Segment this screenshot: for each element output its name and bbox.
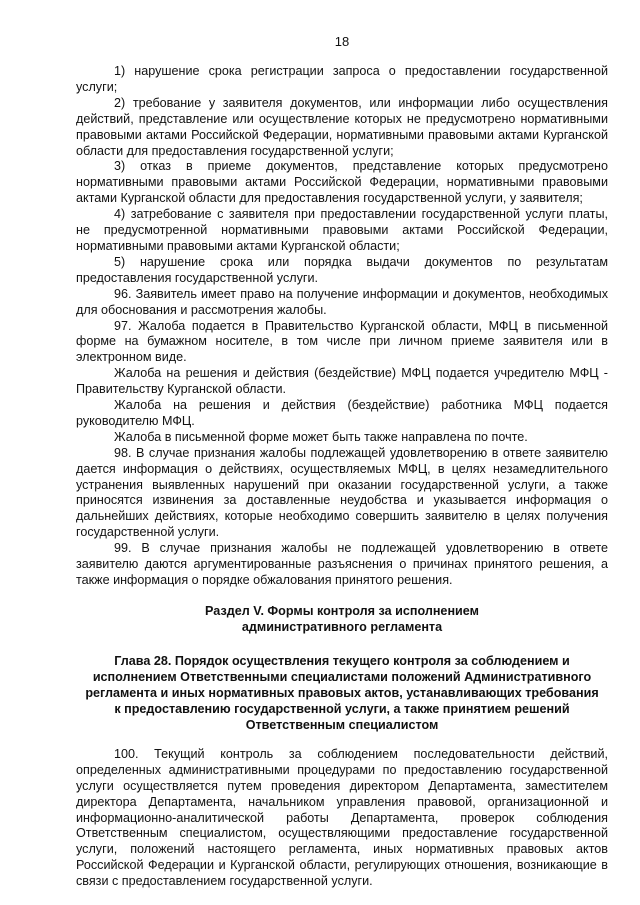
list-item-1: 1) нарушение срока регистрации запроса о предоставлении государственной услуги; — [76, 64, 608, 94]
chapter-heading-line-5: Ответственным специалистом — [245, 717, 439, 732]
chapter-heading-line-2: исполнением Ответственными специалистами положений Административного — [92, 669, 592, 684]
chapter-heading — [76, 653, 608, 733]
section-heading-line-1: Раздел V. Формы контроля за исполнением — [205, 603, 479, 618]
paragraph-97-mail: Жалоба в письменной форме может быть также направлена по почте. — [114, 429, 528, 444]
paragraph-97-mfc-founder: Жалоба на решения и действия (бездействие) МФЦ подается учредителю МФЦ - Правительству Курганской области. — [76, 366, 608, 397]
chapter-heading-line-3: регламента и иных нормативных правовых актов, устанавливающих требования — [85, 685, 599, 700]
list-item-3: 3) отказ в приеме документов, представление которых предусмотрено нормативными правовыми актами Российской Федерации, нормативными правовыми актами Курганской области для предоставления государственной услуги, у заявителя; — [76, 159, 608, 206]
paragraph-97: 97. Жалоба подается в Правительство Курганской области, МФЦ в письменной форме на бумажном носителе, в том числе при личном приеме заявителя или в электронном виде. — [76, 318, 608, 365]
list-item-2: 2) требование у заявителя документов, или информации либо осуществления действий, представление или осуществление которых не предусмотрено нормативными правовыми актами Российской Федерации, нормативными правовыми актами Курганской области для предоставления государственной услуги; — [76, 95, 608, 158]
section-heading — [76, 603, 608, 635]
chapter-heading-line-4: к предоставлению государственной услуги, а также принятием решений — [114, 701, 570, 716]
paragraph-96: 96. Заявитель имеет право на получение информации и документов, необходимых для обоснования и рассмотрения жалобы. — [76, 286, 608, 317]
section-heading-line-2: административного регламента — [241, 619, 443, 634]
list-item-4: 4) затребование с заявителя при предоставлении государственной услуги платы, не предусмотренной нормативными правовыми актами Российской Федерации, нормативными правовыми актами Курганской области; — [76, 207, 608, 253]
paragraph-99: 99. В случае признания жалобы не подлежащей удовлетворению в ответе заявителю даются аргументированные разъяснения о причинах принятого решения, а также информация о порядке обжалования принятого решения. — [76, 541, 608, 587]
paragraph-97-mfc-head: Жалоба на решения и действия (бездействие) работника МФЦ подается руководителю МФЦ. — [76, 398, 608, 428]
chapter-heading-line-1: Глава 28. Порядок осуществления текущего контроля за соблюдением и — [114, 653, 570, 668]
list-item-5: 5) нарушение срока или порядка выдачи документов по результатам предоставления государственной услуги. — [76, 254, 608, 285]
document-page — [76, 34, 608, 890]
paragraph-98: 98. В случае признания жалобы подлежащей удовлетворению в ответе заявителю дается информация о действиях, осуществляемых МФЦ, в целях незамедлительного устранения выявленных нарушений при оказании государственной услуги, а также приносятся извинения за доставленные неудобства и указывается информация о дальнейших действиях, которые необходимо совершить заявителю в целях получения государственной услуги. — [76, 445, 608, 540]
paragraph-100: 100. Текущий контроль за соблюдением последовательности действий, определенных административными процедурами по предоставлению государственной услуги осуществляется путем проведения директором Департамента, заместителем директора Департамента, начальником управления правовой, организационной и информационно-аналитической работы Департамента, проверок соблюдения Ответственным специалистом, осуществляющими предоставление государственной услуги, положений настоящего регламента, иных нормативных правовых актов Российской Федерации и Курганской области, регулирующих отношения, возникающие в связи с предоставлением государственной услуги. — [76, 746, 608, 889]
page-number: 18 — [334, 34, 350, 49]
